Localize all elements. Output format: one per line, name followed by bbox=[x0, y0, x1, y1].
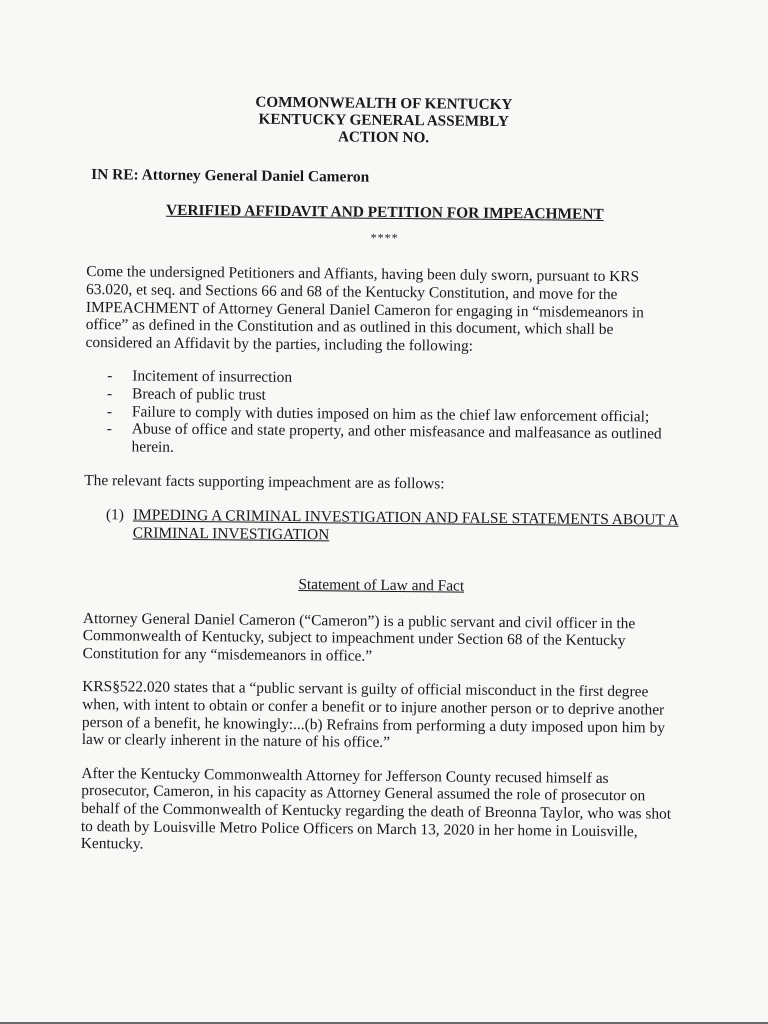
section-number: (1) bbox=[105, 506, 124, 524]
caption-assembly: KENTUCKY GENERAL ASSEMBLY bbox=[258, 110, 510, 131]
section-title: IMPEDING A CRIMINAL INVESTIGATION AND FALSE STATEMENTS ABOUT A CRIMINAL INVESTIGATION bbox=[132, 506, 679, 543]
section-1-heading bbox=[106, 506, 680, 547]
caption-heading bbox=[88, 92, 684, 149]
paragraph-public-servant: Attorney General Daniel Cameron (“Cameron”) is a public servant and civil officer in the Commonwealth of Kentucky, subject to impeachment under Section 68 of the Kentucky Constitution for any “misdemeanors in office.” bbox=[82, 609, 636, 665]
bullet-dash: - bbox=[106, 402, 113, 420]
in-re-line: IN RE: Attorney General Daniel Cameron bbox=[91, 165, 370, 186]
list-item bbox=[107, 420, 681, 461]
caption-commonwealth: COMMONWEALTH OF KENTUCKY bbox=[255, 93, 513, 114]
list-item-text: Incitement of insurrection bbox=[132, 367, 293, 387]
intro-paragraph: Come the undersigned Petitioners and Affiants, having been duly sworn, pursuant to KRS 63.020, et seq. and Sections 66 and 68 of the Kentucky Constitution, and move for the IMPEACHMENT of Attorney General Daniel Cameron for engaging in “misdemeanors in office” as defined in the Constitution and as outlined in this document, which shall be considered an Affidavit by the parties, including the following: bbox=[85, 263, 644, 355]
document-title: VERIFIED AFFIDAVIT AND PETITION FOR IMPEACHMENT bbox=[165, 201, 604, 224]
list-item-text: Failure to comply with duties imposed on him as the chief law enforcement official; bbox=[131, 402, 650, 425]
document-body bbox=[81, 92, 684, 875]
charges-list bbox=[85, 367, 682, 461]
list-item-text: Breach of public trust bbox=[132, 385, 266, 404]
facts-intro: The relevant facts supporting impeachment are as follows: bbox=[84, 472, 445, 493]
separator-asterisks: **** bbox=[370, 230, 399, 245]
caption-action-number: ACTION NO. bbox=[337, 128, 430, 147]
statement-subheading: Statement of Law and Fact bbox=[298, 576, 465, 595]
bullet-dash: - bbox=[106, 420, 112, 438]
list-item-text: Abuse of office and state property, and other misfeasance and malfeasance as outlined herein. bbox=[131, 420, 662, 456]
bullet-dash: - bbox=[107, 385, 113, 403]
paragraph-krs-statute: KRS§522.020 states that a “public servant is guilty of official misconduct in the first degree when, with intent to obtain or confer a benefit or to injure another person or to deprive another person of a benefit, he knowingly:...(b) Refrains from performing a duty imposed upon him by law or clearly inherent in the nature of his office.” bbox=[81, 678, 666, 752]
paragraph-recusal: After the Kentucky Commonwealth Attorney for Jefferson County recused himself as prosecutor, Cameron, in his capacity as Attorney General assumed the role of prosecutor on behalf of the Commonwealth of Kentucky regarding the death of Breonna Taylor, who was shot to death by Louisville Metro Police Officers on March 13, 2020 in her home in Louisville, Kentucky. bbox=[80, 764, 672, 853]
bullet-dash: - bbox=[107, 367, 113, 385]
